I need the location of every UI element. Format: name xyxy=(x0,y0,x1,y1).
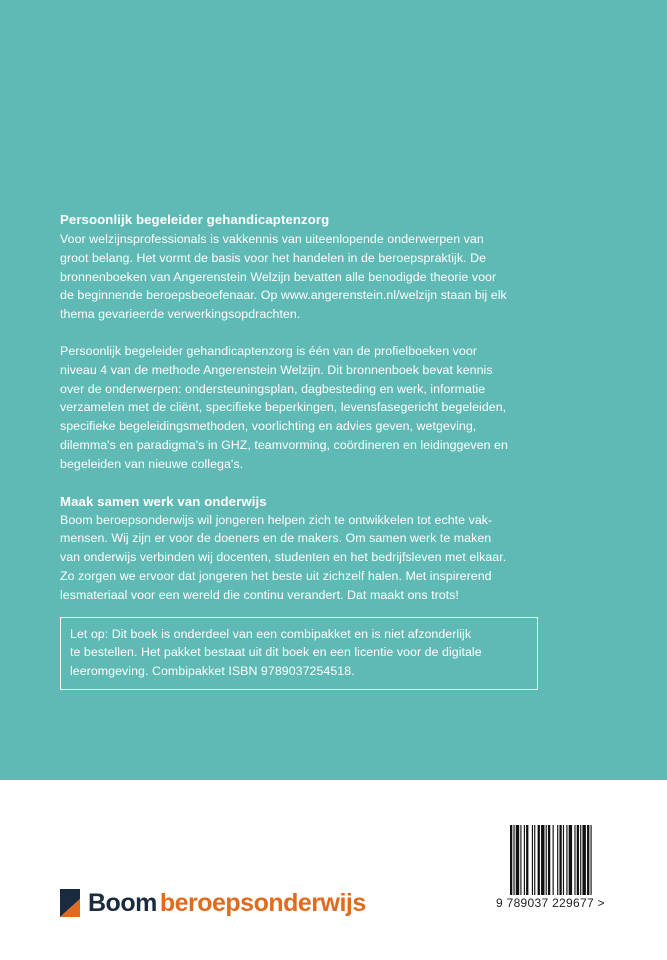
barcode-bar xyxy=(559,825,561,895)
barcode-bar xyxy=(580,825,581,895)
cover-text xyxy=(60,210,542,690)
barcode-bar xyxy=(524,825,525,895)
barcode-bar xyxy=(582,825,585,895)
text-line: Voor welzijnsprofessionals is vakkennis van uiteenlopende onderwerpen van xyxy=(60,232,484,246)
text-line: Let op: Dit boek is onderdeel van een combipakket en is niet afzonderlijk xyxy=(70,626,472,641)
text-line: verzamelen met de cliënt, specifieke beperkingen, levensfasegericht begeleiden, xyxy=(60,400,507,415)
text-line: dilemma's en paradigma's in GHZ, teamvorming, coördineren en leidinggeven en xyxy=(60,437,508,452)
text-line: groot belang. Het vormt de basis voor het handelen in de beroepspraktijk. De xyxy=(60,250,487,265)
isbn-barcode xyxy=(510,825,618,895)
barcode-bar xyxy=(577,825,579,895)
barcode-bar xyxy=(569,825,572,895)
barcode-bar xyxy=(587,825,589,895)
logo-word-beroepsonderwijs: beroepsonderwijs xyxy=(159,888,366,917)
text-line: over de onderwerpen: ondersteuningsplan, dagbesteding en werk, informatie xyxy=(60,381,486,396)
text-line: begeleiden van nieuwe collega's. xyxy=(60,456,244,471)
barcode-bar xyxy=(557,825,558,895)
text-line: Zo zorgen we ervoor dat jongeren het beste uit zichzelf halen. Met inspirerend xyxy=(60,568,492,583)
text-line: thema gevarieerde verwerkingsopdrachten. xyxy=(60,307,301,322)
barcode-bar xyxy=(513,825,514,895)
barcode-bar xyxy=(574,825,575,895)
text-line: van onderwijs verbinden wij docenten, studenten en het bedrijfsleven met elkaar. xyxy=(60,550,507,565)
section1-paragraph2 xyxy=(60,342,542,474)
barcode-bar xyxy=(526,825,528,895)
text-line: Persoonlijk begeleider gehandicaptenzorg is één van de profielboeken voor xyxy=(60,343,477,358)
barcode-bar xyxy=(553,825,554,895)
barcode-bar xyxy=(548,825,550,895)
barcode-bar xyxy=(563,825,564,895)
section2-heading: Maak samen werk van onderwijs xyxy=(60,493,267,509)
barcode-bar xyxy=(566,825,567,895)
barcode-bar xyxy=(532,825,533,895)
text-line: specifieke begeleidingsmethoden, voorlichting en advies geven, wetgeving, xyxy=(60,419,477,434)
barcode-bar xyxy=(591,825,592,895)
barcode-bar xyxy=(534,825,535,895)
boom-logo-mark-icon xyxy=(60,889,80,917)
section1-heading: Persoonlijk begeleider gehandicaptenzorg xyxy=(60,212,330,227)
logo-word-boom: Boom xyxy=(88,888,157,917)
combipakket-notice-box xyxy=(60,617,538,690)
text-line: te bestellen. Het pakket bestaat uit dit boek en een licentie voor de digitale xyxy=(70,645,482,660)
text-line: mensen. Wij zijn er voor de doeners en de makers. Om samen werk te maken xyxy=(60,531,492,546)
barcode-bar xyxy=(510,825,512,895)
text-line: bronnenboeken van Angerenstein Welzijn bevatten alle benodigde theorie voor xyxy=(60,269,497,284)
isbn-digits: 9 789037 229677 > xyxy=(496,896,605,910)
text-line: de beginnende beroepsbeoefenaar. Op www.angerenstein.nl/welzijn staan bij elk xyxy=(60,288,507,303)
barcode-bar xyxy=(541,825,544,895)
footer-strip xyxy=(0,780,667,960)
barcode-bar xyxy=(516,825,519,895)
text-line: Boom beroepsonderwijs wil jongeren helpen zich te ontwikkelen tot echte vak- xyxy=(60,512,493,527)
text-line: lesmateriaal voor een wereld die continu verandert. Dat maakt ons trots! xyxy=(60,587,459,602)
section2-paragraph xyxy=(60,511,542,605)
section1-paragraph1 xyxy=(60,230,542,324)
barcode-bar xyxy=(538,825,540,895)
barcode-bar xyxy=(546,825,547,895)
text-line: leeromgeving. Combipakket ISBN 9789037254518. xyxy=(70,664,355,679)
text-line: niveau 4 van de methode Angerenstein Welzijn. Dit bronnenboek bevat kennis xyxy=(60,362,493,377)
publisher-logo xyxy=(60,888,366,918)
barcode-bar xyxy=(520,825,521,895)
